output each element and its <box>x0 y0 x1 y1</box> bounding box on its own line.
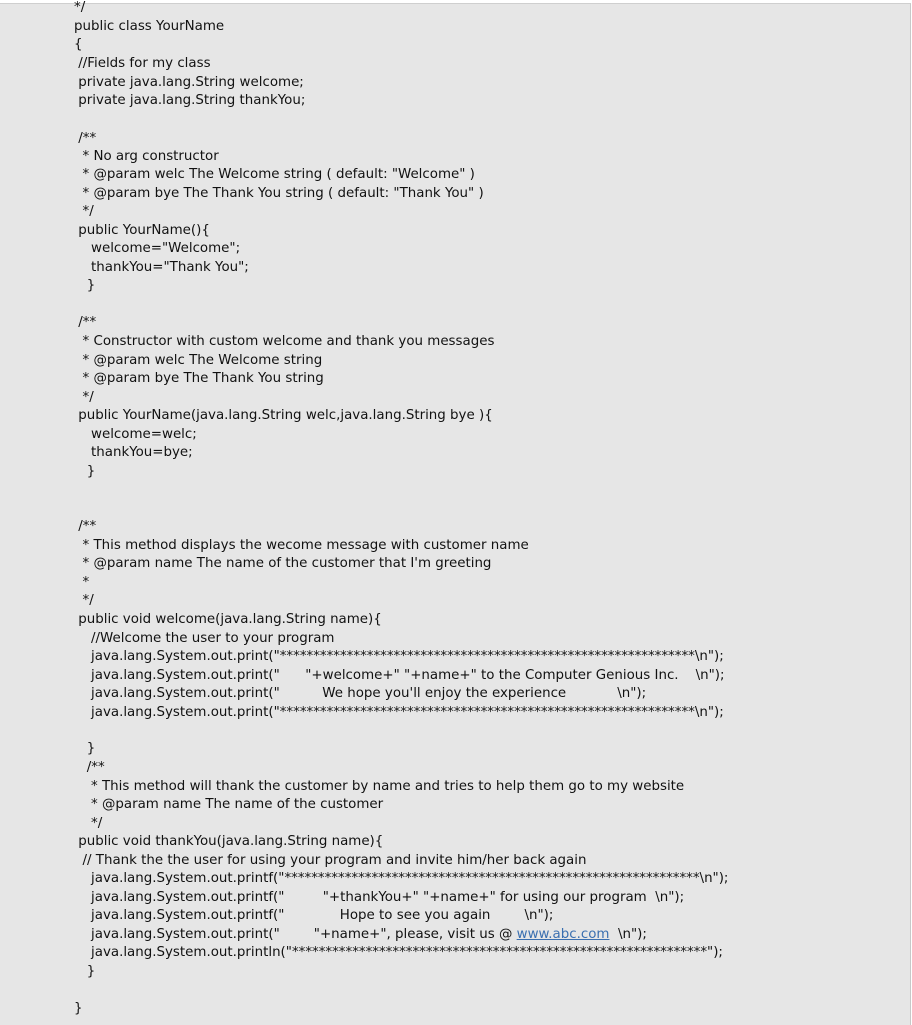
code-line <box>74 611 382 629</box>
code-line <box>74 0 85 17</box>
code-line <box>74 222 210 240</box>
code-line <box>74 592 94 610</box>
code-line-suffix: \n"); <box>609 927 647 942</box>
code-line-text: } <box>74 278 96 293</box>
code-line <box>74 314 96 332</box>
code-line <box>74 92 305 110</box>
code-line-text: public void welcome(java.lang.String name){ <box>74 612 382 627</box>
code-line-text: private java.lang.String thankYou; <box>74 93 306 108</box>
code-line <box>74 166 475 184</box>
code-line-text: thankYou=bye; <box>74 445 193 460</box>
code-line <box>74 203 94 221</box>
code-line <box>74 185 484 203</box>
code-line-text: java.lang.System.out.print(" "+welcome+" "+name+" to the Computer Genious Inc. \n"); <box>74 668 725 683</box>
code-line-text: private java.lang.String welcome; <box>74 75 304 90</box>
code-line <box>74 648 724 666</box>
code-line-text: { <box>74 37 83 52</box>
code-line-text: * No arg constructor <box>74 149 219 164</box>
code-line <box>74 852 586 870</box>
code-line-text: public class YourName <box>74 19 225 34</box>
code-line <box>74 1000 83 1018</box>
code-line <box>74 148 219 166</box>
code-line <box>74 389 94 407</box>
code-line <box>74 704 724 722</box>
code-line <box>74 889 684 907</box>
code-line-text: */ <box>74 0 86 15</box>
code-line-text: //Welcome the user to your program <box>74 631 335 646</box>
code-line <box>74 130 96 148</box>
code-line-text: welcome=welc; <box>74 427 197 442</box>
code-line <box>74 815 102 833</box>
code-line-text: // Thank the the user for using your program and invite him/her back again <box>74 853 587 868</box>
code-line-text: * @param welc The Welcome string ( default: "Welcome" ) <box>74 167 475 182</box>
code-line <box>74 574 89 592</box>
code-line-text: public void thankYou(java.lang.String name){ <box>74 834 384 849</box>
code-line <box>74 240 240 258</box>
code-line-text: * This method displays the wecome message with customer name <box>74 538 529 553</box>
code-line-text: /** <box>74 315 97 330</box>
code-line <box>74 833 383 851</box>
code-line <box>74 259 249 277</box>
code-line-text: java.lang.System.out.printf("**************************************************************\n"); <box>74 871 729 886</box>
code-line <box>74 463 95 481</box>
code-line-text: * @param name The name of the customer <box>74 797 384 812</box>
code-line-text: */ <box>74 816 103 831</box>
code-line <box>74 630 334 648</box>
code-line-text: java.lang.System.out.print("**************************************************************\n"); <box>74 705 724 720</box>
code-line <box>74 74 304 92</box>
website-link[interactable]: www.abc.com <box>516 927 610 942</box>
code-line-text: java.lang.System.out.print(" "+name+", please, visit us @ <box>74 927 517 942</box>
code-line <box>74 407 493 425</box>
code-line <box>74 870 728 888</box>
code-line-text: * @param bye The Thank You string ( default: "Thank You" ) <box>74 186 484 201</box>
code-line-text: java.lang.System.out.print(" We hope you'll enjoy the experience \n"); <box>74 686 647 701</box>
code-line <box>74 796 383 814</box>
code-line <box>74 778 684 796</box>
code-line <box>74 907 553 925</box>
code-line <box>74 537 529 555</box>
code-line-text: java.lang.System.out.printf(" Hope to see you again \n"); <box>74 908 554 923</box>
code-line-text: //Fields for my class <box>74 56 211 71</box>
code-line <box>74 55 211 73</box>
code-line-text: } <box>74 1001 83 1016</box>
code-line-text: java.lang.System.out.println("**************************************************************"); <box>74 945 723 960</box>
code-line <box>74 444 193 462</box>
code-line-text: java.lang.System.out.print("**************************************************************\n"); <box>74 649 724 664</box>
code-line <box>74 333 494 351</box>
code-line-text: /** <box>74 760 105 775</box>
code-line-text: * <box>74 575 90 590</box>
code-line <box>74 963 95 981</box>
code-line <box>74 352 322 370</box>
code-line <box>74 36 83 54</box>
code-line-text: */ <box>74 390 94 405</box>
code-line <box>74 555 491 573</box>
code-line <box>74 685 646 703</box>
code-line <box>74 18 224 36</box>
code-line <box>74 944 723 962</box>
code-line-text: * Constructor with custom welcome and thank you messages <box>74 334 495 349</box>
code-line-text: /** <box>74 519 97 534</box>
code-line-text: } <box>74 464 96 479</box>
code-line-text: } <box>74 741 96 756</box>
code-line-text: java.lang.System.out.printf(" "+thankYou+" "+name+" for using our program \n"); <box>74 890 685 905</box>
code-line-text: * @param name The name of the customer that I'm greeting <box>74 556 492 571</box>
code-line <box>74 426 197 444</box>
code-line <box>74 277 95 295</box>
code-line-text: public YourName(){ <box>74 223 210 238</box>
code-line-text: } <box>74 964 96 979</box>
code-line-text: thankYou="Thank You"; <box>74 260 249 275</box>
code-line <box>74 740 95 758</box>
code-line <box>74 926 647 944</box>
code-line-text: * @param welc The Welcome string <box>74 353 323 368</box>
code-line-text: welcome="Welcome"; <box>74 241 241 256</box>
code-line <box>74 518 96 536</box>
code-line-text: * This method will thank the customer by name and tries to help them go to my website <box>74 779 685 794</box>
code-line-text: /** <box>74 131 97 146</box>
code-line-text: */ <box>74 593 94 608</box>
code-line <box>74 759 105 777</box>
code-line-text: public YourName(java.lang.String welc,java.lang.String bye ){ <box>74 408 493 423</box>
code-line <box>74 667 725 685</box>
code-line-text: */ <box>74 204 94 219</box>
code-line <box>74 370 324 388</box>
code-line-text: * @param bye The Thank You string <box>74 371 324 386</box>
